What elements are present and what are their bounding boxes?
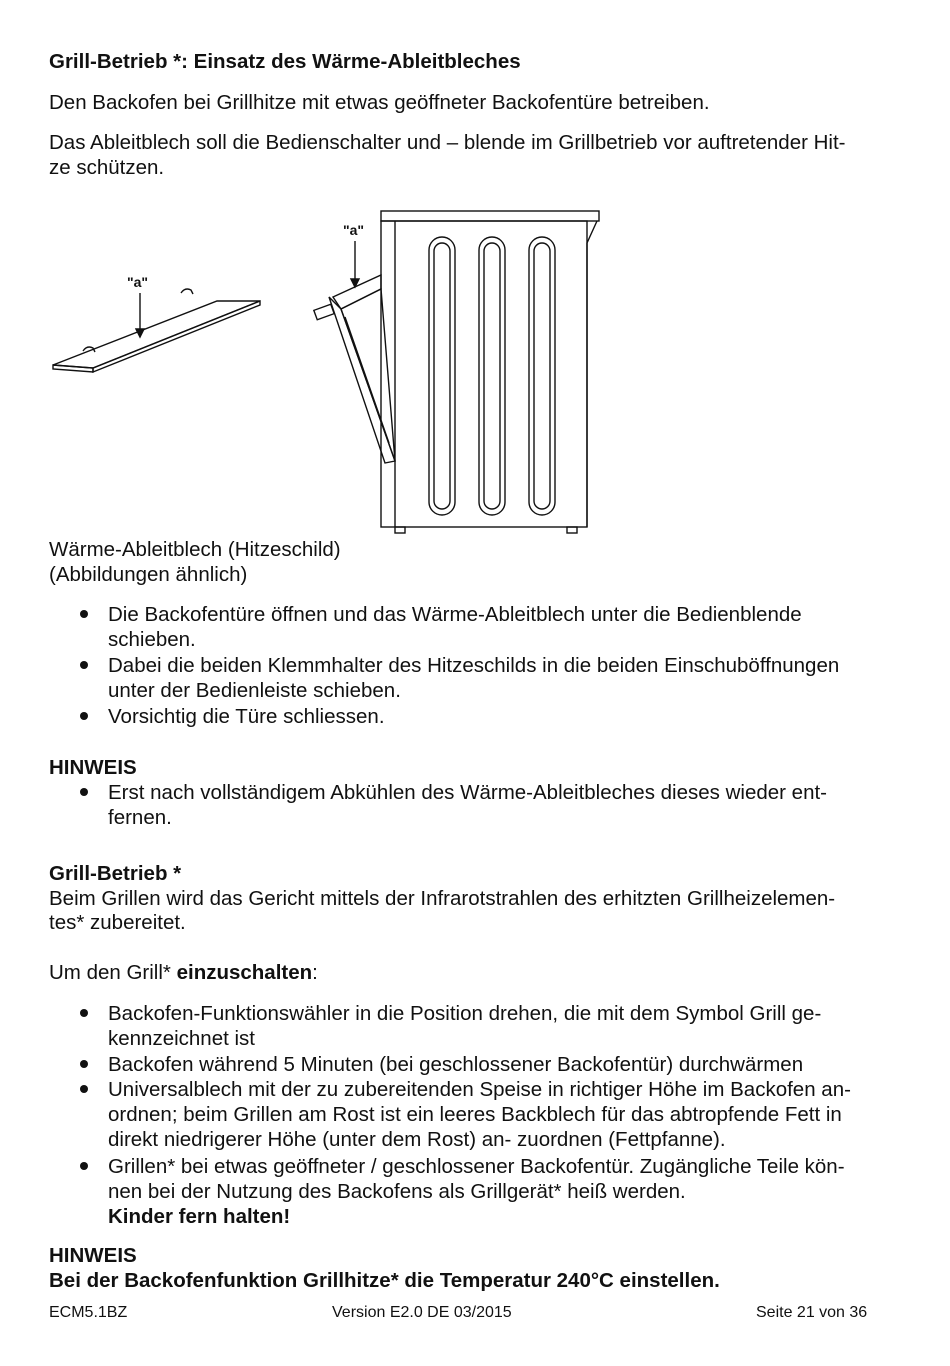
bullet-dot <box>80 1060 88 1068</box>
grill-text-line-2: tes* zubereitet. <box>49 911 186 934</box>
bullet-dot <box>80 610 88 618</box>
grill-step-3-line-1: Universalblech mit der zu zubereitenden Speise in richtiger Höhe im Backofen an- <box>108 1078 851 1101</box>
note-heading-1: HINWEIS <box>49 756 137 779</box>
footer-model: ECM5.1BZ <box>49 1304 128 1321</box>
step-3-line-1: Vorsichtig die Türe schliessen. <box>108 705 385 728</box>
grill-step-2-line-1: Backofen während 5 Minuten (bei geschlossener Backofentür) durchwärmen <box>108 1053 804 1076</box>
heat-shield-illustration <box>45 265 270 400</box>
grill-step-3-line-2: ordnen; beim Grillen am Rost ist ein leeres Backblech für das abtropfende Fett in <box>108 1103 842 1126</box>
label-a-left: "a" <box>127 274 149 290</box>
bullet-dot <box>80 1162 88 1170</box>
grill-text-line-1: Beim Grillen wird das Gericht mittels der Infrarotstrahlen des erhitzten Grillheizelemen- <box>49 887 836 910</box>
bullet-dot <box>80 1009 88 1017</box>
intro-paragraph-2-line-1: Das Ableitblech soll die Bedienschalter und – blende im Grillbetrieb vor auftretender Hit- <box>49 131 846 154</box>
grill-step-4-line-2: nen bei der Nutzung des Backofens als Grillgerät* heiß werden. <box>108 1180 686 1203</box>
grill-step-1-line-2: kennzeichnet ist <box>108 1027 256 1050</box>
bullet-dot <box>80 712 88 720</box>
note-1-line-2: fernen. <box>108 806 172 829</box>
figure-caption-2: (Abbildungen ähnlich) <box>49 563 248 586</box>
children-warning: Kinder fern halten! <box>108 1205 291 1228</box>
figure-caption-1: Wärme-Ableitblech (Hitzeschild) <box>49 538 341 561</box>
switch-on-sentence: Um den Grill* einzuschalten: <box>49 961 318 984</box>
intro-paragraph-2-line-2: ze schützen. <box>49 156 165 179</box>
footer-page-number: Seite 21 von 36 <box>756 1304 868 1321</box>
step-2-line-1: Dabei die beiden Klemmhalter des Hitzeschilds in die beiden Einschuböffnungen <box>108 654 840 677</box>
label-a-right: "a" <box>343 222 365 238</box>
grill-heading: Grill-Betrieb * <box>49 862 182 885</box>
oven-illustration <box>305 205 605 535</box>
intro-paragraph-1: Den Backofen bei Grillhitze mit etwas geöffneter Backofentüre betreiben. <box>49 91 710 114</box>
step-1-line-2: schieben. <box>108 628 196 651</box>
note-1-line-1: Erst nach vollständigem Abkühlen des Wärme-Ableitbleches dieses wieder ent- <box>108 781 828 804</box>
bullet-dot <box>80 1085 88 1093</box>
bullet-dot <box>80 788 88 796</box>
step-1-line-1: Die Backofentüre öffnen und das Wärme-Ableitblech unter die Bedienblende <box>108 603 802 626</box>
page-title: Grill-Betrieb *: Einsatz des Wärme-Ableitbleches <box>49 50 521 73</box>
grill-step-3-line-3: direkt niedrigerer Höhe (unter dem Rost) an- zuordnen (Fettpfanne). <box>108 1128 726 1151</box>
bullet-dot <box>80 661 88 669</box>
step-2-line-2: unter der Bedienleiste schieben. <box>108 679 401 702</box>
grill-step-1-line-1: Backofen-Funktionswähler in die Position drehen, die mit dem Symbol Grill ge- <box>108 1002 822 1025</box>
grill-step-4-line-1: Grillen* bei etwas geöffneter / geschlossener Backofentür. Zugängliche Teile kön- <box>108 1155 845 1178</box>
footer-version: Version E2.0 DE 03/2015 <box>332 1304 512 1321</box>
note-2-text: Bei der Backofenfunktion Grillhitze* die Temperatur 240°C einstellen. <box>49 1269 720 1292</box>
note-heading-2: HINWEIS <box>49 1244 137 1267</box>
